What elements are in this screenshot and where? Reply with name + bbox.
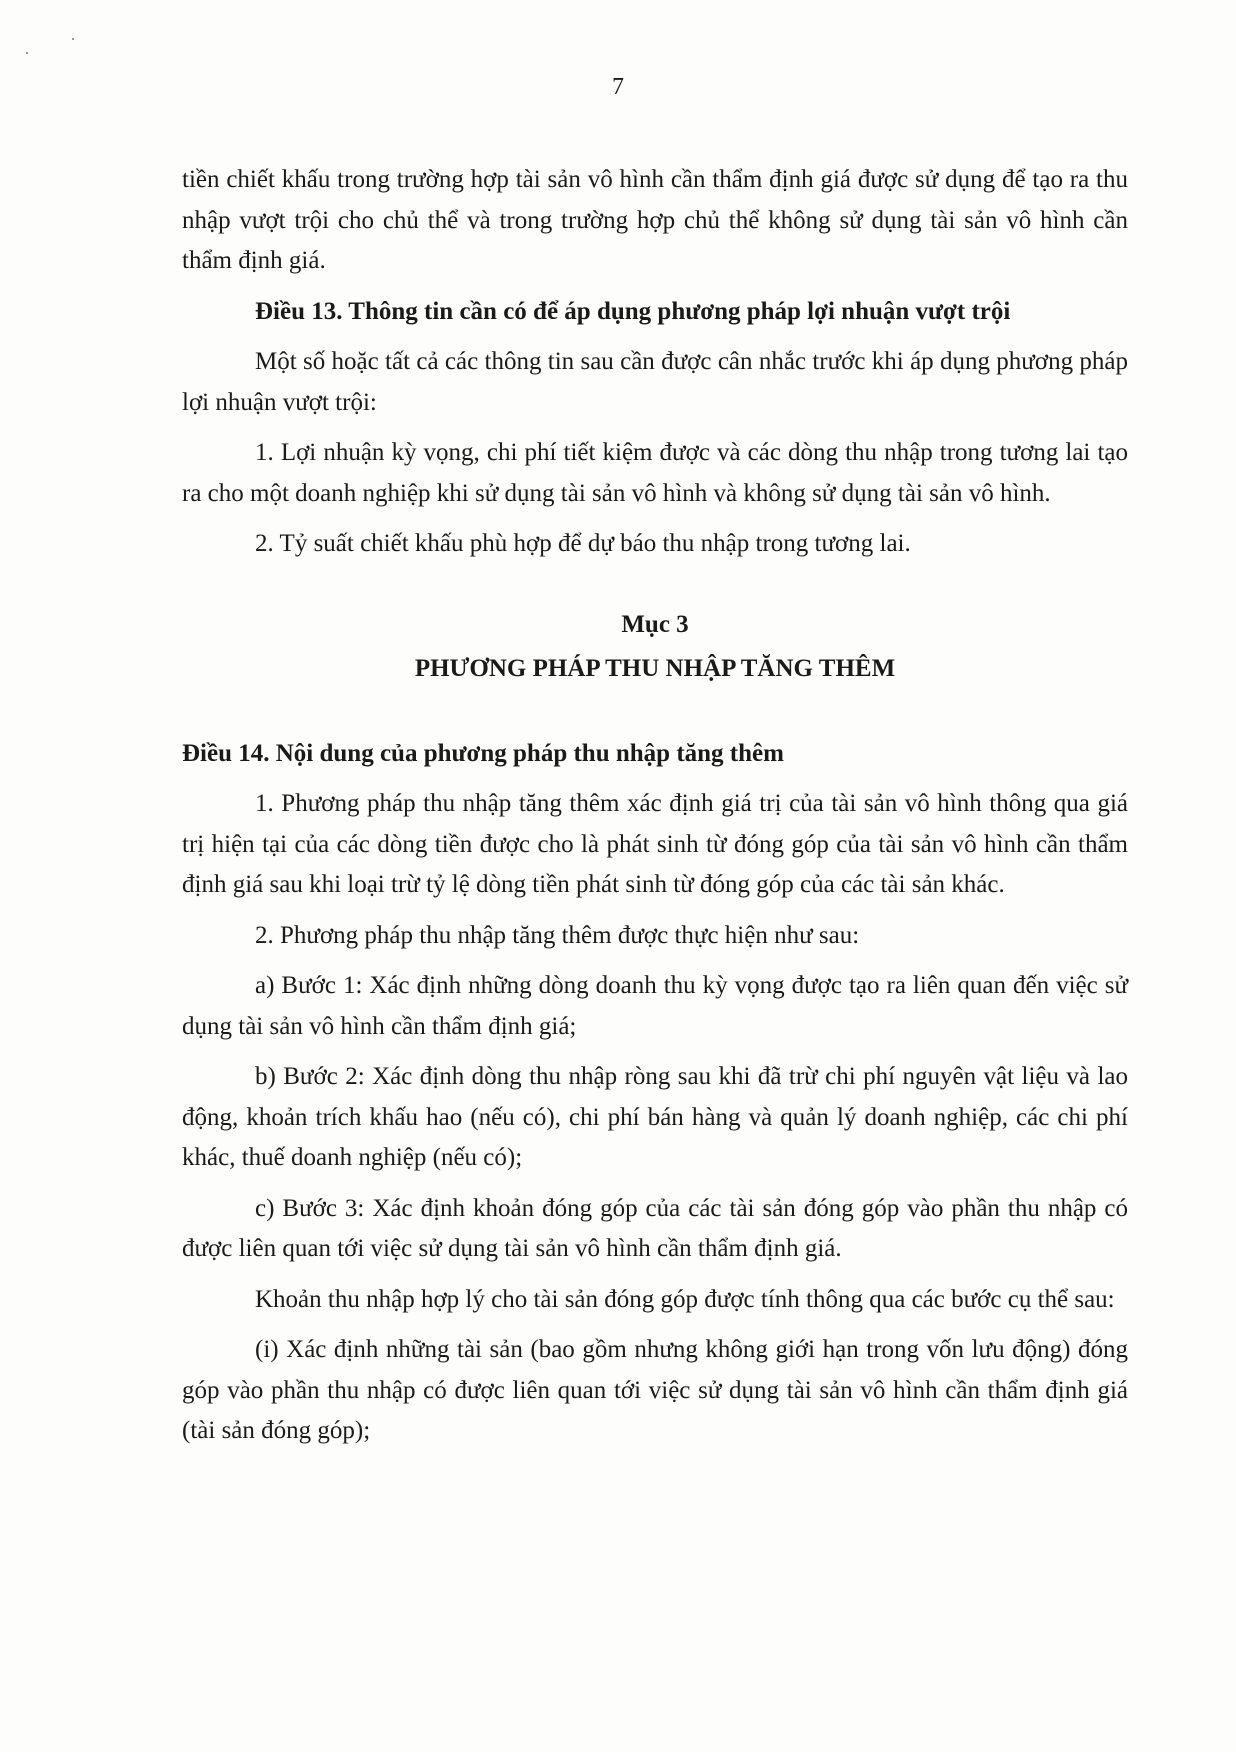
page-number: 7 [612,74,624,100]
article-14-item-2: 2. Phương pháp thu nhập tăng thêm được thực hiện như sau: [255,921,860,949]
article-13-item-1: 1. Lợi nhuận kỳ vọng, chi phí tiết kiệm được và các dòng thu nhập trong tương lai tạo ra cho một doanh nghiệp khi sử dụng tài sản vô hình và không sử dụng tài sản vô hình. [182,439,1128,507]
article-13-item-2: 2. Tỷ suất chiết khấu phù hợp để dự báo thu nhập trong tương lai. [255,530,911,557]
fair-income-lead: Khoản thu nhập hợp lý cho tài sản đóng góp được tính thông qua các bước cụ thể sau: [255,1285,1115,1313]
article-14-heading: Điều 14. Nội dung của phương pháp thu nhập tăng thêm [182,739,784,767]
sub-step-i: (i) Xác định những tài sản (bao gồm nhưng không giới hạn trong vốn lưu động) đóng góp vào phần thu nhập có được liên quan tới việc sử dụng tài sản vô hình cần thẩm định giá (tài sản đóng góp); [182,1336,1128,1444]
scan-speck [72,38,74,40]
step-b: b) Bước 2: Xác định dòng thu nhập ròng sau khi đã trừ chi phí nguyên vật liệu và lao động, khoản trích khấu hao (nếu có), chi phí bán hàng và quản lý doanh nghiệp, các chi phí khác, thuế doanh nghiệp (nếu có); [182,1063,1128,1171]
step-c: c) Bước 3: Xác định khoản đóng góp của các tài sản đóng góp vào phần thu nhập có được liên quan tới việc sử dụng tài sản vô hình cần thẩm định giá. [182,1194,1128,1262]
section-label: Mục 3 [621,610,689,638]
step-a: a) Bước 1: Xác định những dòng doanh thu kỳ vọng được tạo ra liên quan đến việc sử dụng tài sản vô hình cần thẩm định giá; [182,972,1128,1040]
document-body [182,160,1128,1462]
paragraph-intro-continuation: tiền chiết khấu trong trường hợp tài sản vô hình cần thẩm định giá được sử dụng để tạo ra thu nhập vượt trội cho chủ thể và trong trường hợp chủ thể không sử dụng tài sản vô hình cần thẩm định giá. [182,166,1128,274]
article-14-item-1: 1. Phương pháp thu nhập tăng thêm xác định giá trị của tài sản vô hình thông qua giá trị hiện tại của các dòng tiền được cho là phát sinh từ đóng góp của tài sản vô hình cần thẩm định giá sau khi loại trừ tỷ lệ dòng tiền phát sinh từ đóng góp của các tài sản khác. [182,790,1128,898]
article-13-heading: Điều 13. Thông tin cần có để áp dụng phương pháp lợi nhuận vượt trội [255,297,1011,325]
scan-speck [26,52,28,54]
article-13-lead: Một số hoặc tất cả các thông tin sau cần được cân nhắc trước khi áp dụng phương pháp lợi nhuận vượt trội: [182,348,1128,416]
section-title: PHƯƠNG PHÁP THU NHẬP TĂNG THÊM [414,655,896,682]
